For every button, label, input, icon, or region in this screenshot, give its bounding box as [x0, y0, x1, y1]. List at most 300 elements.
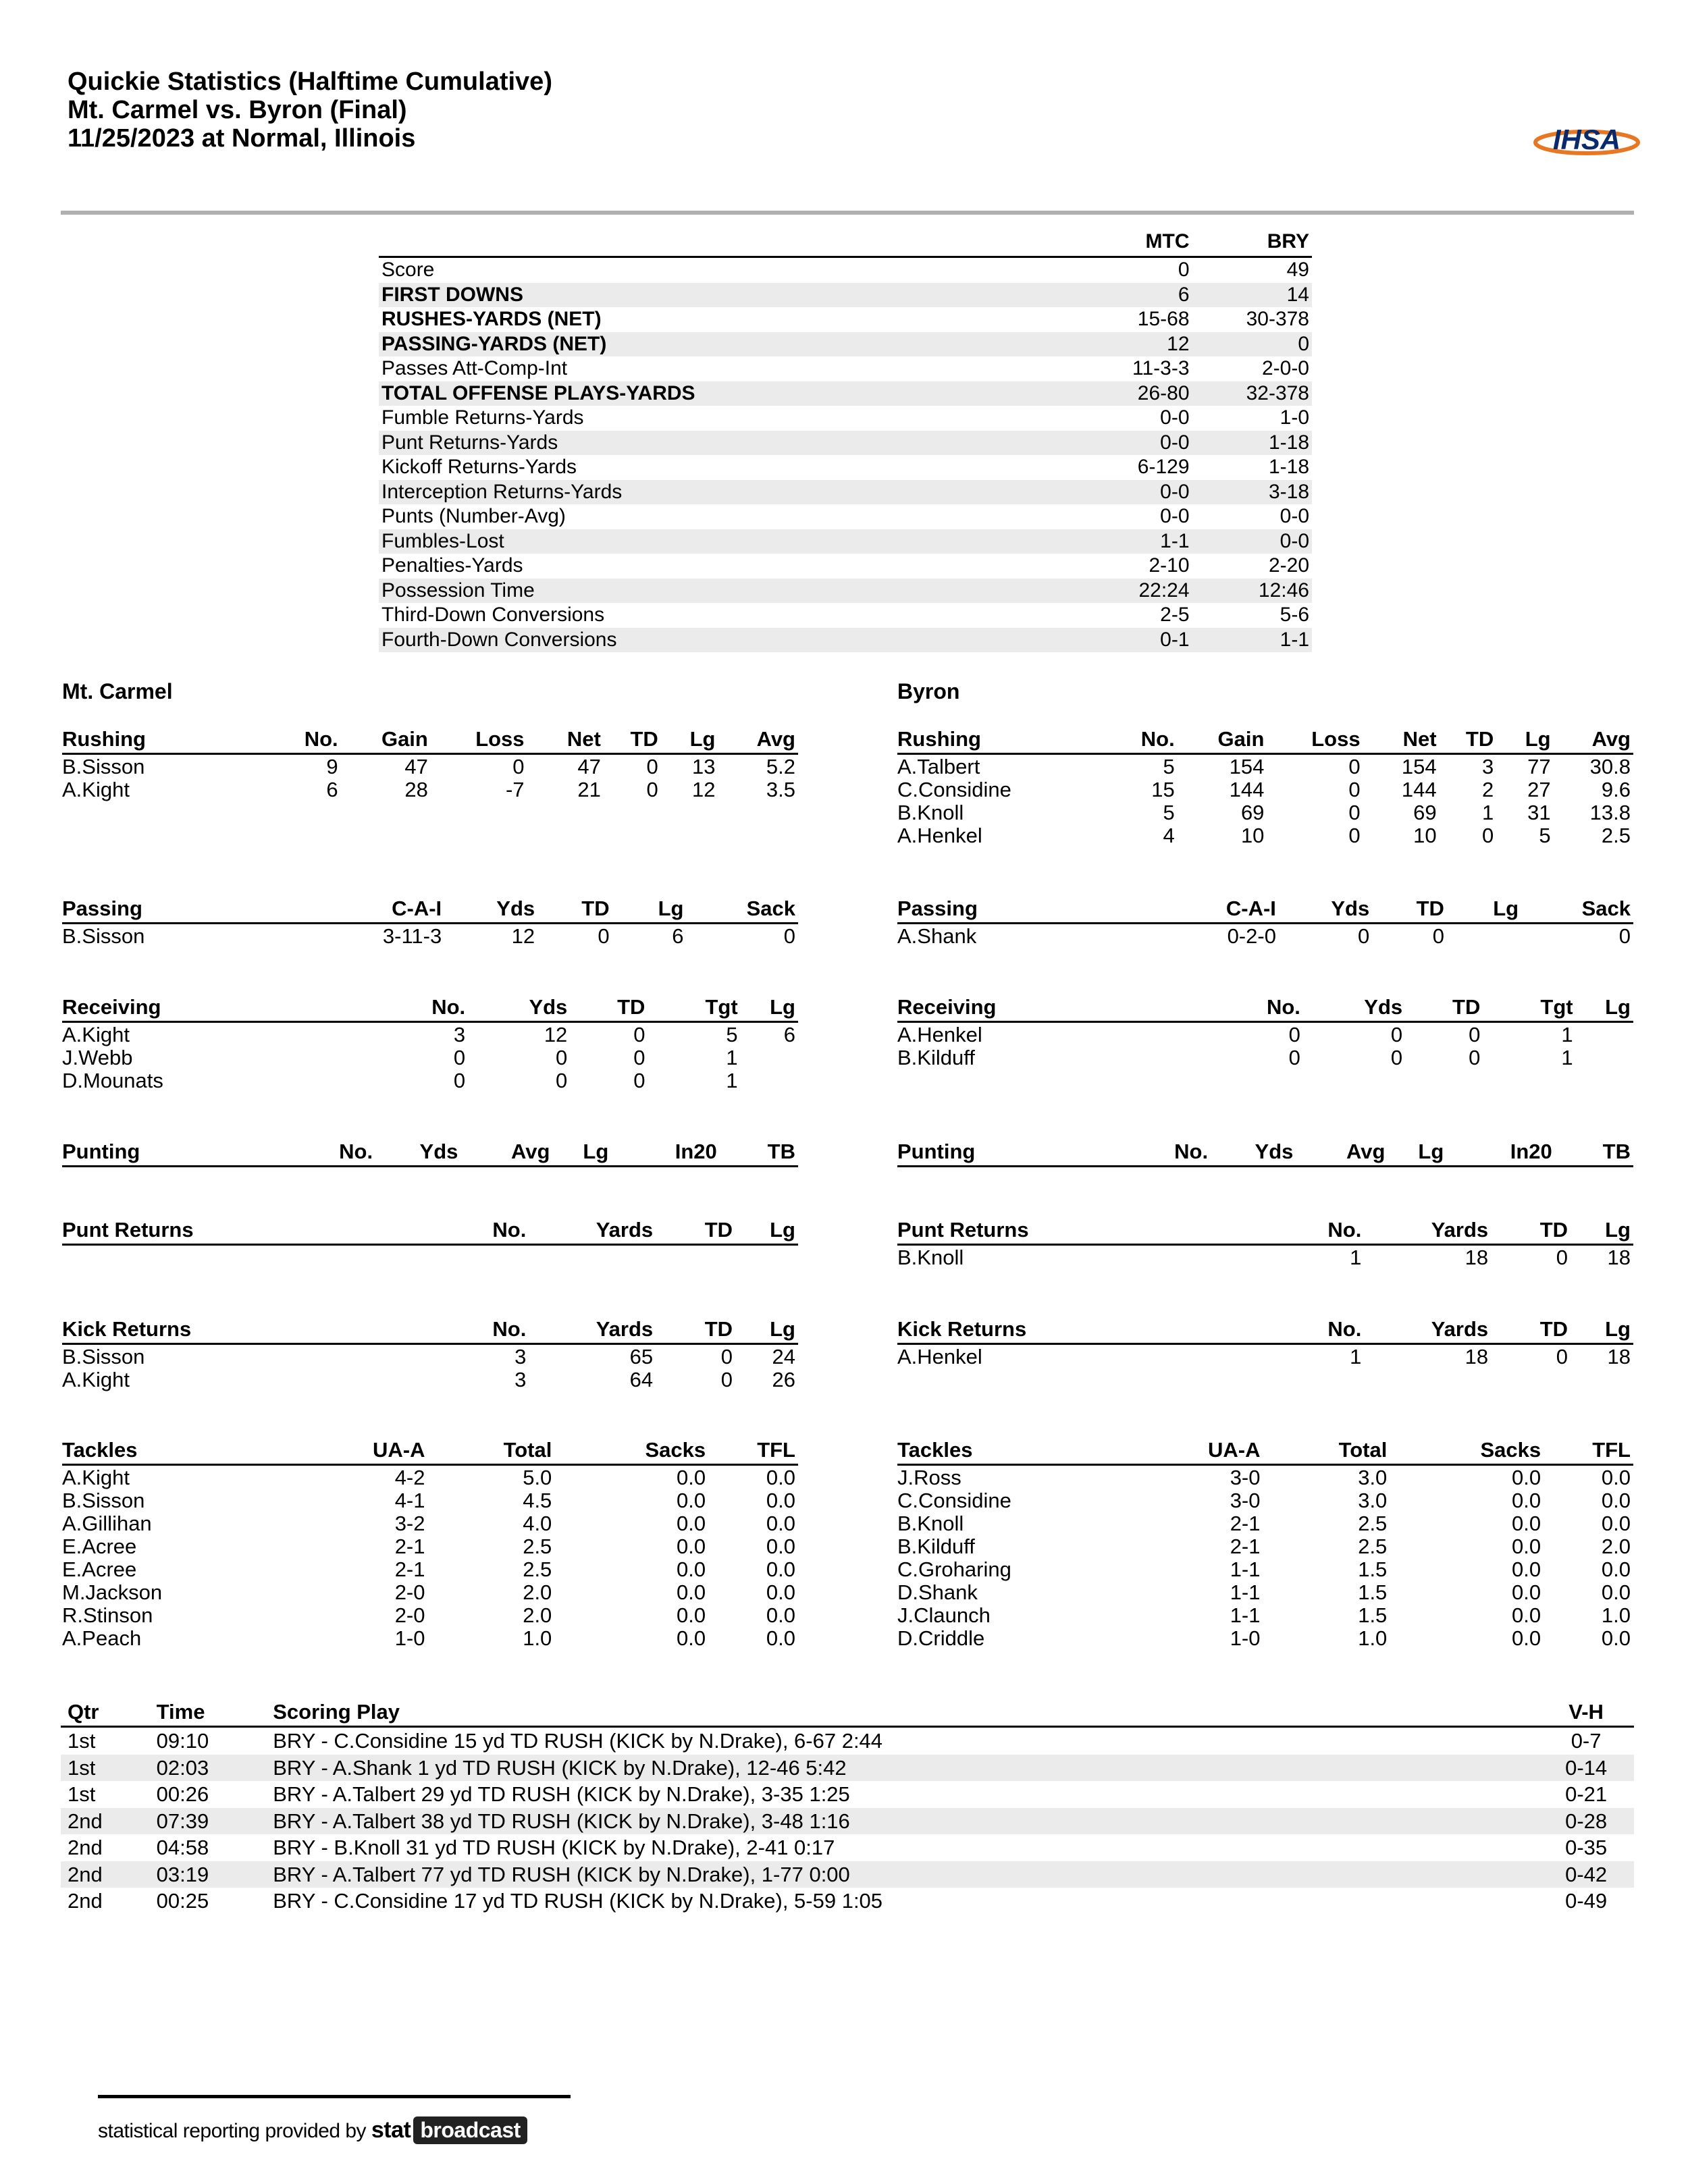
stat-value: 0 — [1390, 1022, 1403, 1046]
scoring-play: BRY - A.Talbert 77 yd TD RUSH (KICK by N.Drake), 1-77 0:00 — [273, 1862, 850, 1886]
column-header: No. — [1327, 1218, 1362, 1242]
player-row — [897, 1512, 1633, 1535]
summary-label: Passes Att-Comp-Int — [381, 357, 568, 380]
stat-value: 0.0 — [1511, 1603, 1541, 1627]
player-name: A.Kight — [62, 777, 130, 801]
summary-bry-value: 12:46 — [1258, 579, 1309, 602]
player-row — [897, 1557, 1633, 1580]
summary-bry-value: 5-6 — [1280, 604, 1309, 627]
column-header: Avg — [1346, 1140, 1386, 1163]
scoring-score: 0-21 — [1565, 1782, 1608, 1807]
stat-value: 0 — [512, 754, 525, 778]
column-header: Net — [1402, 727, 1437, 751]
column-header: Receiving — [897, 995, 997, 1019]
summary-row — [379, 257, 1312, 283]
player-name: D.Shank — [897, 1580, 978, 1604]
column-header: Tgt — [1540, 995, 1573, 1019]
column-header: Tackles — [897, 1438, 973, 1462]
punt-returns-table — [897, 1217, 1633, 1269]
kick-returns-table — [897, 1316, 1633, 1368]
column-header: Kick Returns — [897, 1317, 1027, 1341]
stat-value: 64 — [629, 1367, 654, 1391]
summary-mtc-value: 0-0 — [1160, 406, 1190, 429]
stat-value: 13 — [691, 754, 716, 778]
scoring-time: 09:10 — [156, 1729, 209, 1753]
player-row — [62, 1557, 798, 1580]
column-header: In20 — [675, 1140, 717, 1163]
stat-value: 0 — [453, 1068, 466, 1092]
summary-bry-value: 3-18 — [1268, 480, 1309, 503]
stat-value: 2-0 — [394, 1603, 425, 1627]
column-header: Yds — [419, 1140, 458, 1163]
stat-value: 2-1 — [394, 1534, 425, 1558]
scoring-score: 0-14 — [1565, 1755, 1608, 1780]
summary-row — [379, 603, 1312, 628]
player-name: C.Considine — [897, 777, 1011, 801]
stat-value: 2.5 — [1358, 1511, 1388, 1535]
stat-value: 5 — [1163, 754, 1175, 778]
stat-value: 2.5 — [523, 1557, 552, 1581]
stat-value: 0 — [1482, 823, 1494, 847]
player-name: B.Knoll — [897, 800, 964, 824]
player-name: J.Ross — [897, 1465, 961, 1489]
stat-value: 0 — [556, 1045, 568, 1069]
column-header: Rushing — [62, 727, 146, 751]
stat-value: 4 — [1163, 823, 1175, 847]
section-header-row — [62, 726, 798, 754]
summary-bry-value: 14 — [1286, 283, 1309, 306]
stat-value: 0.0 — [1511, 1511, 1541, 1535]
stat-value: 2 — [1482, 777, 1494, 801]
stat-value: 2.0 — [523, 1603, 552, 1627]
column-header: Sacks — [1480, 1438, 1541, 1462]
column-header: TD — [617, 995, 645, 1019]
column-header: TD — [581, 897, 610, 920]
player-name: D.Mounats — [62, 1068, 163, 1092]
stat-value: 1-1 — [1230, 1603, 1261, 1627]
column-header: Yards — [1431, 1317, 1489, 1341]
scoring-time: 07:39 — [156, 1809, 209, 1833]
stat-value: 0.0 — [676, 1580, 706, 1604]
summary-bry-value: 32-378 — [1246, 381, 1309, 404]
player-name: E.Acree — [62, 1534, 137, 1558]
stat-value: 5 — [726, 1022, 738, 1046]
footer-credit-text: statistical reporting provided by — [98, 2120, 367, 2142]
section-header-row — [897, 1217, 1633, 1245]
stat-value: 0.0 — [1601, 1557, 1631, 1581]
column-header: In20 — [1510, 1140, 1552, 1163]
stat-value: 0.0 — [766, 1511, 795, 1535]
stat-value: 5.0 — [523, 1465, 552, 1489]
stat-value: 0.0 — [1511, 1465, 1541, 1489]
column-header: Lg — [1493, 897, 1519, 920]
stat-value: 1 — [1561, 1022, 1573, 1046]
stat-value: 0.0 — [766, 1603, 795, 1627]
summary-mtc-value: 22:24 — [1138, 579, 1190, 602]
stat-value: 0 — [633, 1022, 645, 1046]
scoring-play: BRY - A.Talbert 29 yd TD RUSH (KICK by N.Drake), 3-35 1:25 — [273, 1782, 850, 1807]
column-header: No. — [339, 1140, 373, 1163]
stat-value: 0 — [1469, 1045, 1481, 1069]
stat-value: 1.5 — [1358, 1603, 1388, 1627]
scoring-qtr: 2nd — [68, 1809, 103, 1833]
stat-value: 0.0 — [1511, 1580, 1541, 1604]
team-summary-table — [379, 226, 1312, 652]
kick-returns-table — [62, 1316, 798, 1391]
column-header: Lg — [1605, 1317, 1631, 1341]
section-header-row — [62, 1437, 798, 1465]
summary-mtc-value: 11-3-3 — [1132, 357, 1190, 380]
stat-value: 31 — [1527, 800, 1551, 824]
stat-value: 0 — [1432, 924, 1444, 948]
summary-label: TOTAL OFFENSE PLAYS-YARDS — [381, 381, 695, 404]
player-name: B.Knoll — [897, 1511, 964, 1535]
column-header: TD — [704, 1218, 733, 1242]
header-divider — [61, 211, 1634, 215]
section-header-row — [897, 1316, 1633, 1344]
column-header: No. — [431, 995, 466, 1019]
scoring-time: 03:19 — [156, 1862, 209, 1886]
player-name: R.Stinson — [62, 1603, 153, 1627]
summary-label: RUSHES-YARDS (NET) — [381, 308, 602, 331]
stat-value: 0 — [720, 1367, 733, 1391]
column-header: Yds — [1331, 897, 1370, 920]
summary-mtc-value: 2-10 — [1149, 554, 1190, 577]
player-row — [897, 1535, 1633, 1557]
column-header: No. — [1266, 995, 1300, 1019]
stat-value: 3-2 — [394, 1511, 425, 1535]
column-header: TD — [704, 1317, 733, 1341]
scoring-play: BRY - C.Considine 17 yd TD RUSH (KICK by N.Drake), 5-59 1:05 — [273, 1889, 883, 1913]
stat-value: 0.0 — [766, 1488, 795, 1512]
summary-bry-value: 0-0 — [1280, 529, 1309, 552]
stat-value: 15 — [1151, 777, 1175, 801]
stat-value: 18 — [1607, 1344, 1631, 1368]
summary-header-row — [379, 226, 1312, 257]
summary-col-mtc: MTC — [1145, 230, 1190, 252]
stat-value: 1 — [1482, 800, 1494, 824]
stat-value: 18 — [1465, 1344, 1489, 1368]
stat-value: 0 — [633, 1045, 645, 1069]
stat-value: 0 — [1348, 823, 1361, 847]
stat-value: 2.5 — [523, 1534, 552, 1558]
stat-value: 0.0 — [1511, 1534, 1541, 1558]
column-header: No. — [304, 727, 338, 751]
column-header: Punting — [897, 1140, 976, 1163]
column-header: Passing — [62, 897, 142, 920]
summary-label: Fumble Returns-Yards — [381, 406, 584, 429]
scoring-summary-table — [61, 1695, 1634, 1915]
stat-value: 1 — [726, 1068, 738, 1092]
stat-value: 0.0 — [1511, 1488, 1541, 1512]
stat-value: 4-1 — [394, 1488, 425, 1512]
scoring-col-vh: V-H — [1568, 1700, 1604, 1724]
column-header: C-A-I — [392, 897, 442, 920]
column-header: Sack — [1581, 897, 1631, 920]
player-row — [62, 1368, 798, 1391]
section-header-row — [897, 1437, 1633, 1465]
player-name: B.Knoll — [897, 1245, 964, 1269]
column-header: Lg — [689, 727, 716, 751]
stat-value: 21 — [577, 777, 601, 801]
scoring-row — [61, 1755, 1634, 1782]
stat-value: 0 — [646, 777, 658, 801]
column-header: Lg — [770, 1317, 795, 1341]
stat-value — [1576, 1046, 1633, 1069]
column-header: Lg — [1525, 727, 1551, 751]
stat-value: 2.0 — [1601, 1534, 1631, 1558]
summary-row — [379, 480, 1312, 505]
column-header: Passing — [897, 897, 978, 920]
punt-returns-table — [62, 1217, 798, 1246]
column-header: Lg — [1418, 1140, 1444, 1163]
summary-bry-value: 1-1 — [1280, 628, 1309, 651]
stat-value: 144 — [1229, 777, 1265, 801]
scoring-play: BRY - B.Knoll 31 yd TD RUSH (KICK by N.Drake), 2-41 0:17 — [273, 1836, 835, 1860]
scoring-header-row — [61, 1695, 1634, 1727]
team-name-byron: Byron — [897, 679, 960, 703]
punting-table — [62, 1138, 798, 1167]
footer-credit — [98, 2116, 527, 2144]
summary-bry-value: 1-18 — [1268, 456, 1309, 479]
receiving-table — [897, 994, 1633, 1069]
summary-mtc-value: 12 — [1167, 332, 1190, 355]
scoring-play: BRY - A.Shank 1 yd TD RUSH (KICK by N.Drake), 12-46 5:42 — [273, 1755, 847, 1780]
stat-value: 0 — [1556, 1245, 1568, 1269]
stat-value: 5 — [1163, 800, 1175, 824]
player-name: C.Considine — [897, 1488, 1011, 1512]
summary-row — [379, 628, 1312, 653]
stat-value: 0.0 — [676, 1534, 706, 1558]
player-name: B.Sisson — [62, 924, 145, 948]
scoring-time: 00:26 — [156, 1782, 209, 1807]
stat-value: 0.0 — [766, 1626, 795, 1650]
section-header-row — [897, 1138, 1633, 1167]
tackles-table — [897, 1437, 1633, 1649]
player-name: A.Kight — [62, 1022, 130, 1046]
column-header: Kick Returns — [62, 1317, 192, 1341]
stat-value: 47 — [404, 754, 428, 778]
player-name: A.Talbert — [897, 754, 980, 778]
player-row — [897, 924, 1633, 948]
stat-value: 0 — [783, 924, 795, 948]
player-name: A.Henkel — [897, 823, 982, 847]
stat-value — [741, 1069, 798, 1092]
scoring-row — [61, 1727, 1634, 1755]
scoring-qtr: 1st — [68, 1729, 96, 1753]
player-row — [897, 1344, 1633, 1368]
stat-value: 28 — [404, 777, 428, 801]
player-row — [62, 1465, 798, 1489]
stat-value: 144 — [1401, 777, 1437, 801]
player-row — [897, 1489, 1633, 1512]
scoring-row — [61, 1834, 1634, 1861]
summary-row — [379, 529, 1312, 554]
player-name: B.Kilduff — [897, 1534, 975, 1558]
column-header: TB — [1602, 1140, 1631, 1163]
scoring-col-play: Scoring Play — [273, 1700, 400, 1724]
player-row — [897, 1022, 1633, 1046]
section-header-row — [62, 895, 798, 924]
column-header: No. — [1174, 1140, 1209, 1163]
stat-value: 1.0 — [523, 1626, 552, 1650]
summary-label: Punt Returns-Yards — [381, 431, 558, 454]
player-name: A.Kight — [62, 1367, 130, 1391]
section-header-row — [62, 1217, 798, 1245]
column-header: Punt Returns — [897, 1218, 1029, 1242]
footer-brand-stat: stat — [371, 2117, 411, 2143]
player-row — [62, 1535, 798, 1557]
player-row — [897, 1580, 1633, 1603]
summary-label: Score — [381, 259, 435, 282]
stat-value: 3 — [1482, 754, 1494, 778]
player-name: B.Sisson — [62, 1488, 145, 1512]
summary-label: Third-Down Conversions — [381, 604, 605, 627]
summary-label: Kickoff Returns-Yards — [381, 456, 577, 479]
column-header: Yds — [1364, 995, 1403, 1019]
report-title: Quickie Statistics (Halftime Cumulative) — [68, 68, 552, 96]
player-row — [897, 1603, 1633, 1626]
stat-value: 27 — [1527, 777, 1551, 801]
stat-value: 6 — [783, 1022, 795, 1046]
passing-table — [897, 895, 1633, 947]
scoring-row — [61, 1781, 1634, 1808]
stat-value: 3-0 — [1230, 1488, 1261, 1512]
column-header: TD — [1452, 995, 1481, 1019]
summary-bry-value: 2-0-0 — [1261, 357, 1309, 380]
scoring-row — [61, 1888, 1634, 1915]
stat-value: 0.0 — [766, 1557, 795, 1581]
stat-value: 0.0 — [676, 1626, 706, 1650]
stat-value: 9.6 — [1601, 777, 1631, 801]
column-header: TD — [1539, 1317, 1568, 1341]
player-row — [62, 1626, 798, 1649]
stat-value: 0.0 — [766, 1465, 795, 1489]
summary-bry-value: 2-20 — [1268, 554, 1309, 577]
stat-value: 0.0 — [676, 1603, 706, 1627]
summary-bry-value: 1-0 — [1280, 406, 1309, 429]
player-name: B.Sisson — [62, 754, 145, 778]
passing-table — [62, 895, 798, 947]
player-row — [897, 1245, 1633, 1269]
player-row — [62, 1022, 798, 1046]
stat-value: 1 — [1561, 1045, 1573, 1069]
summary-mtc-value: 15-68 — [1137, 308, 1190, 331]
player-row — [897, 778, 1633, 801]
column-header: Sacks — [645, 1438, 706, 1462]
summary-label: Penalties-Yards — [381, 554, 523, 577]
player-row — [62, 754, 798, 778]
stat-value — [741, 1046, 798, 1069]
stat-value: 47 — [577, 754, 601, 778]
summary-mtc-value: 0 — [1178, 259, 1190, 282]
column-header: No. — [1327, 1317, 1362, 1341]
stat-value: 4-2 — [394, 1465, 425, 1489]
summary-row — [379, 332, 1312, 357]
section-header-row — [62, 1316, 798, 1344]
stat-value: 69 — [1240, 800, 1265, 824]
player-row — [62, 1489, 798, 1512]
stat-value: 3.5 — [766, 777, 795, 801]
scoring-score: 0-28 — [1565, 1809, 1608, 1833]
column-header: No. — [1140, 727, 1175, 751]
ihsa-logo — [1533, 118, 1641, 160]
stat-value: 0 — [1348, 754, 1361, 778]
player-row — [897, 801, 1633, 824]
stat-value: 1 — [726, 1045, 738, 1069]
column-header: Total — [503, 1438, 552, 1462]
scoring-time: 02:03 — [156, 1755, 209, 1780]
stat-value: 26 — [772, 1367, 795, 1391]
scoring-col-qtr: Qtr — [68, 1700, 99, 1724]
summary-col-bry: BRY — [1267, 230, 1309, 252]
game-title: Mt. Carmel vs. Byron (Final) — [68, 96, 407, 124]
stat-value: 18 — [1607, 1245, 1631, 1269]
summary-bry-value: 49 — [1286, 259, 1309, 282]
column-header: Lg — [770, 995, 795, 1019]
stat-value: 5 — [1539, 823, 1551, 847]
summary-label: Fumbles-Lost — [381, 529, 504, 552]
footer-divider — [98, 2095, 571, 2098]
column-header: Rushing — [897, 727, 981, 751]
player-row — [897, 1046, 1633, 1069]
stat-value: 3 — [453, 1022, 466, 1046]
stat-value: 2-1 — [1230, 1511, 1261, 1535]
stat-value: 0.0 — [1601, 1511, 1631, 1535]
stat-value: 0 — [1288, 1022, 1300, 1046]
stat-value: 3.0 — [1358, 1465, 1388, 1489]
section-header-row — [897, 895, 1633, 924]
player-name: A.Gillihan — [62, 1511, 152, 1535]
stat-value: 2-1 — [394, 1557, 425, 1581]
stat-value: 0 — [1288, 1045, 1300, 1069]
column-header: Yds — [496, 897, 535, 920]
summary-label: FIRST DOWNS — [381, 283, 523, 306]
footer-brand-name: broadcast — [413, 2116, 527, 2144]
player-row — [62, 1512, 798, 1535]
stat-value: 6 — [672, 924, 684, 948]
scoring-play: BRY - C.Considine 15 yd TD RUSH (KICK by N.Drake), 6-67 2:44 — [273, 1729, 883, 1753]
stat-value: 3.0 — [1358, 1488, 1388, 1512]
column-header: Lg — [770, 1218, 795, 1242]
stat-value: 1-1 — [1230, 1557, 1261, 1581]
stat-value: 12 — [544, 1022, 568, 1046]
stat-value: 0.0 — [1601, 1580, 1631, 1604]
player-row — [897, 754, 1633, 778]
summary-label: Interception Returns-Yards — [381, 480, 623, 503]
column-header: Receiving — [62, 995, 161, 1019]
stat-value: 0.0 — [1511, 1626, 1541, 1650]
summary-row — [379, 356, 1312, 381]
stat-value: 0.0 — [676, 1465, 706, 1489]
column-header: No. — [492, 1218, 527, 1242]
player-row — [62, 1580, 798, 1603]
receiving-table — [62, 994, 798, 1092]
stat-value: 2.0 — [523, 1580, 552, 1604]
column-header: Tackles — [62, 1438, 138, 1462]
column-header: Lg — [658, 897, 684, 920]
scoring-qtr: 2nd — [68, 1889, 103, 1913]
column-header: UA-A — [1208, 1438, 1261, 1462]
summary-label: Punts (Number-Avg) — [381, 505, 566, 528]
stat-value: 18 — [1465, 1245, 1489, 1269]
stat-value: 0.0 — [1511, 1557, 1541, 1581]
column-header: Net — [566, 727, 601, 751]
stat-value: 0.0 — [766, 1580, 795, 1604]
summary-bry-value: 1-18 — [1268, 431, 1309, 454]
stat-value: 0 — [1618, 924, 1631, 948]
column-header: C-A-I — [1225, 897, 1276, 920]
